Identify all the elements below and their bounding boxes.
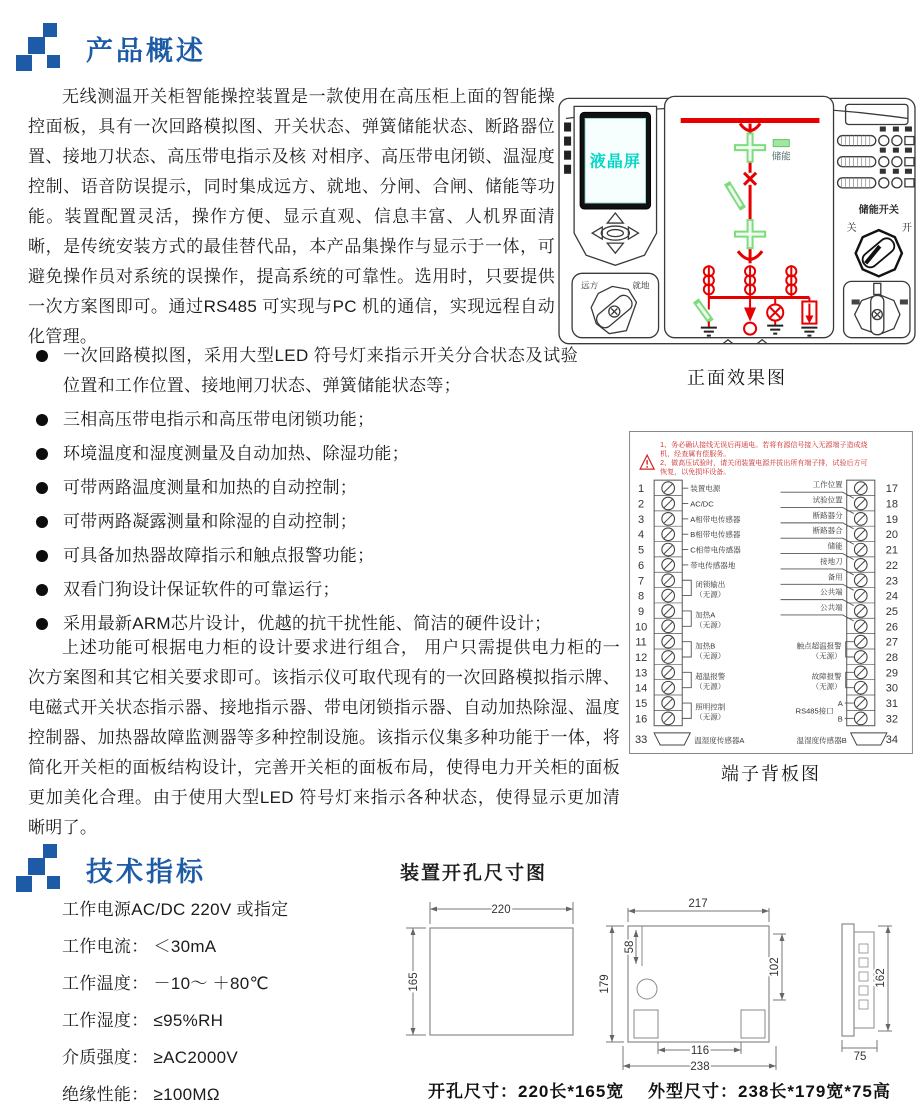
terminal-label: B	[837, 714, 843, 724]
terminal-label-sub: （无源）	[695, 682, 726, 692]
dim-front-bottom: 238	[690, 1061, 710, 1073]
terminal-label: C相带电传感器	[690, 545, 741, 555]
warning-line: 恢复，以免损坏设备。	[660, 469, 731, 477]
side-view-drawing	[842, 924, 892, 1063]
terminal-label: 断路器分	[812, 510, 843, 520]
sensor-connector-icon	[851, 733, 887, 745]
terminal-label-sub: （无源）	[695, 651, 726, 661]
dimensions-title: 装置开孔尺寸图	[400, 863, 548, 884]
front-panel-caption: 正面效果图	[687, 368, 787, 388]
terminal-label: 试验位置	[812, 495, 843, 505]
spec-item: 工作温度： －10～ ＋80℃	[62, 974, 269, 993]
spec-list	[62, 891, 288, 1107]
outline-size-caption: 外型尺寸：238长*179宽*75高	[648, 1082, 891, 1101]
dim-front-inner: 116	[690, 1045, 710, 1057]
terminal-number: 24	[885, 590, 899, 603]
terminal-number: 11	[635, 636, 647, 649]
terminal-label: 闭锁输出	[695, 579, 726, 589]
terminal-number: 9	[638, 605, 645, 618]
terminal-number: 3	[638, 513, 645, 526]
terminal-number: 5	[638, 544, 645, 557]
terminal-number: 12	[634, 652, 648, 665]
terminal-number: 7	[638, 575, 645, 588]
feature-bullet: 环境温度和湿度测量及自动加热、除湿功能；	[30, 439, 578, 469]
overview-paragraph-2: 上述功能可根据电力柜的设计要求进行组合， 用户只需提供电力柜的一次方案图和其它相关要求即可。该指示仪可取代现有的一次回路模拟指示牌、电磁式开关状态指示器、接地指示器、带电闭锁指示器、自动加热除湿、温度控制器、加热器故障监测器等多种控制设施。该指示仪集多种功能于一体，将简化开关柜的面板结构设计，完善开关柜的面板布局，使得电力开关柜的面板更加美化合理。由于使用大型LED 符号灯来指示各种状态，使得显示更加清晰明了。	[28, 638, 620, 837]
section-specs-title: 技术指标	[86, 856, 206, 887]
switch-on-label: 开	[901, 223, 912, 235]
feature-bullet: 可带两路凝露测量和除湿的自动控制；	[30, 507, 578, 537]
terminal-number: 33	[634, 733, 648, 746]
terminal-number: 17	[885, 483, 899, 496]
terminal-number: 30	[885, 682, 899, 695]
remote-label: 远方	[581, 280, 599, 291]
terminal-number: 21	[885, 544, 899, 557]
terminal-number: 23	[885, 575, 899, 588]
terminal-number: 34	[885, 733, 899, 746]
spec-item: 工作电流： ＜30mA	[62, 937, 217, 956]
terminal-number: 16	[634, 713, 648, 726]
front-panel-figure	[556, 82, 918, 348]
feature-bullet-list	[30, 341, 578, 643]
switch-off-label: 关	[846, 223, 857, 235]
terminal-number: 10	[634, 621, 648, 634]
feature-bullet: 采用最新ARM芯片设计，优越的抗干扰性能、简洁的硬件设计；	[30, 609, 578, 639]
terminal-label: 断路器合	[812, 526, 843, 536]
section-overview-title: 产品概述	[86, 35, 206, 66]
terminal-label: 工作位置	[812, 480, 843, 490]
terminal-label: 公共端	[820, 602, 843, 612]
terminal-number: 28	[885, 652, 899, 665]
local-label: 就地	[632, 280, 650, 291]
dimensions-figure	[390, 886, 920, 1076]
feature-bullet: 可具备加热器故障指示和触点报警功能；	[30, 541, 578, 571]
terminal-label: 备用	[827, 572, 843, 582]
terminal-number: 20	[885, 529, 899, 542]
terminal-number: 14	[634, 682, 648, 695]
terminal-number: 18	[885, 498, 899, 511]
terminal-label: A相带电传感器	[690, 514, 741, 524]
terminal-label: B相带电传感器	[690, 530, 741, 540]
spec-item: 介质强度： ≥AC2000V	[62, 1048, 239, 1067]
terminal-label-sub: （无源）	[695, 712, 726, 722]
spec-item: 绝缘性能： ≥100MΩ	[62, 1085, 220, 1104]
terminal-label-sub: （无源）	[811, 682, 842, 692]
storage-label: 储能	[771, 151, 791, 163]
feature-bullet: 双看门狗设计保证软件的可靠运行；	[30, 575, 578, 605]
dim-side-height: 162	[875, 968, 887, 988]
rs485-port-label: RS485接口	[795, 706, 834, 716]
terminal-number: 6	[638, 559, 645, 572]
terminal-label: 加热A	[695, 610, 716, 620]
terminal-number: 1	[638, 483, 645, 496]
dim-front-top: 217	[688, 898, 708, 910]
terminal-number: 4	[638, 529, 645, 542]
spec-item: 工作湿度： ≤95%RH	[62, 1011, 224, 1030]
dim-front-step: 58	[624, 940, 636, 954]
mimic-diagram	[665, 96, 834, 337]
terminal-label: AC/DC	[690, 499, 714, 509]
sensor-connector-icon	[654, 733, 690, 745]
cutout-size-caption: 开孔尺寸：220长*165宽	[428, 1082, 625, 1101]
lcd-screen-label: 液晶屏	[589, 152, 641, 171]
terminal-number: 15	[634, 698, 648, 711]
section-specs-header	[16, 843, 206, 895]
terminal-number: 2	[638, 498, 645, 511]
pixel-squares-icon	[16, 22, 68, 74]
front-panel-diagram	[556, 82, 918, 348]
dim-front-right: 102	[769, 957, 781, 977]
storage-switch-label: 储能开关	[858, 204, 899, 216]
terminal-label: 照明控制	[695, 702, 726, 712]
terminal-label: 超温报警	[695, 672, 726, 682]
terminal-number: 13	[634, 667, 648, 680]
terminal-number: 26	[885, 621, 899, 634]
terminal-panel-figure	[628, 430, 914, 755]
sensor-a-label: 温湿度传感器A	[694, 735, 745, 745]
terminal-label: 公共端	[820, 587, 843, 597]
front-outline-drawing	[599, 898, 786, 1073]
terminal-label-sub: （无源）	[695, 620, 726, 630]
terminal-label: A	[837, 699, 843, 709]
terminal-label: 储能	[827, 541, 843, 551]
warning-line: 机，经查属有偿服务。	[660, 451, 731, 459]
sensor-b-label: 温湿度传感器B	[796, 735, 847, 745]
terminal-label-sub: （无源）	[695, 589, 726, 599]
terminal-number: 27	[885, 636, 899, 649]
pixel-squares-icon	[16, 843, 68, 895]
storage-indicator	[772, 140, 792, 163]
dim-front-left: 179	[599, 974, 611, 994]
dim-cutout-height: 165	[408, 972, 420, 992]
dim-cutout-width: 220	[491, 904, 511, 916]
terminal-number: 22	[885, 559, 899, 572]
warning-line: 2、做高压试验时，请关闭装置电源并拔出所有端子排，试验后方可	[660, 460, 868, 468]
dim-side-depth: 75	[853, 1051, 867, 1063]
dimensions-diagram	[390, 886, 920, 1076]
terminal-panel-caption: 端子背板图	[721, 764, 821, 784]
terminal-label: 带电传感器地	[690, 560, 736, 570]
spec-item: 工作电源AC/DC 220V 或指定	[62, 900, 289, 919]
cutout-drawing	[406, 902, 573, 1035]
terminal-label: 触点超温报警	[796, 641, 842, 651]
terminal-panel-diagram	[628, 430, 914, 755]
section-overview-header	[16, 22, 206, 74]
terminal-number: 32	[885, 713, 899, 726]
terminal-label: 加热B	[695, 641, 716, 651]
feature-bullet: 可带两路温度测量和加热的自动控制；	[30, 473, 578, 503]
warning-line: 1、务必确认接线无误后再通电。若将有源信号接入无源端子造成烧	[660, 442, 868, 450]
overview-paragraph-1: 无线测温开关柜智能操控装置是一款使用在高压柜上面的智能操控面板，具有一次回路模拟图、开关状态、弹簧储能状态、断路器位置、接地刀状态、高压带电指示及核 对相序、高压带电闭锁、温湿度控制、语音防误提示，同时集成远方、就地、分闸、合闸、储能等功能。装置配置灵活，操作方便、显示直观、信息丰富、人机界面清晰，是传统安装方式的最佳替代品，本产品集操作与显示于一体，可避免操作员对系统的误操作，提高系统的可靠性。选用时，只要提供一次方案图即可。通过RS485 可实现与PC 机的通信，实现远程自动化管理。	[28, 87, 555, 346]
terminal-label: 故障报警	[811, 672, 842, 682]
terminal-number: 29	[885, 667, 899, 680]
terminal-number: 31	[885, 698, 899, 711]
terminal-number: 8	[638, 590, 645, 603]
remote-local-switch	[572, 273, 658, 337]
feature-bullet: 三相高压带电指示和高压带电闭锁功能；	[30, 405, 578, 435]
lcd-assembly	[574, 106, 656, 265]
terminal-number: 19	[885, 513, 899, 526]
terminal-label: 接地刀	[820, 556, 843, 566]
storage-knob-icon	[856, 230, 902, 276]
terminal-label-sub: （无源）	[811, 651, 842, 661]
terminal-label: 装置电源	[690, 484, 721, 494]
feature-bullet: 一次回路模拟图，采用大型LED 符号灯来指示开关分合状态及试验位置和工作位置、接地闸刀状态、弹簧储能状态等；	[30, 341, 578, 401]
terminal-number: 25	[885, 605, 899, 618]
